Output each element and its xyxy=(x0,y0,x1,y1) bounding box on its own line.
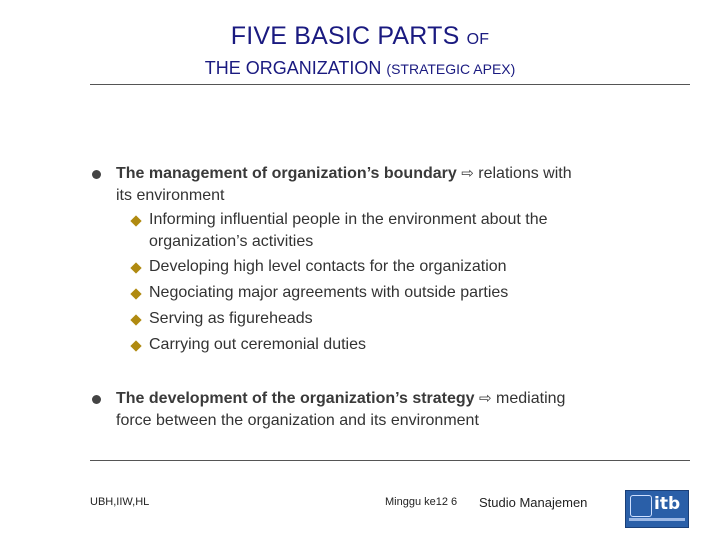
footer-week: Minggu ke12 6 xyxy=(385,496,458,508)
footer-divider xyxy=(90,460,690,461)
slide-title-line1 xyxy=(0,22,720,51)
hollow-right-arrow-icon: ⇨ xyxy=(479,390,492,407)
sub-item-4: Serving as figureheads xyxy=(149,310,313,327)
diamond-bullet-icon xyxy=(130,262,141,273)
bullet-2-line1 xyxy=(116,388,696,410)
itb-logo xyxy=(625,490,689,528)
bullet-1-bold: The management of organization’s boundary xyxy=(116,165,457,182)
title-divider xyxy=(90,84,690,85)
logo-mark: itb xyxy=(654,494,681,514)
diamond-bullet-icon xyxy=(130,288,141,299)
bullet-dot-icon xyxy=(92,170,101,179)
sub-item-5: Carrying out ceremonial duties xyxy=(149,336,366,353)
footer-brand: Studio Manajemen xyxy=(479,495,588,510)
subtitle-small-text: (STRATEGIC APEX) xyxy=(386,61,516,77)
hollow-right-arrow-icon: ⇨ xyxy=(461,165,474,182)
subtitle-main-text: THE ORGANIZATION xyxy=(204,58,382,78)
slide-title-line2 xyxy=(0,58,720,79)
bullet-2-line2: force between the organization and its environment xyxy=(116,412,479,429)
footer-authors: UBH,IIW,HL xyxy=(90,496,150,508)
bullet-2 xyxy=(116,388,696,432)
bullet-2-rest: mediating xyxy=(491,390,566,407)
bullet-2-bold: The development of the organization’s strategy xyxy=(116,390,475,407)
title-main-text: FIVE BASIC PARTS xyxy=(230,22,460,50)
diamond-bullet-icon xyxy=(130,314,141,325)
sub-item-1: Informing influential people in the environment about the xyxy=(149,211,548,228)
diamond-bullet-icon xyxy=(130,215,141,226)
bullet-1-line2: its environment xyxy=(116,187,225,204)
title-small-text: OF xyxy=(466,31,490,48)
sub-item-1-cont: organization’s activities xyxy=(149,233,314,250)
bullet-1-line1 xyxy=(116,163,696,185)
logo-seal-icon xyxy=(630,495,652,517)
diamond-bullet-icon xyxy=(130,340,141,351)
sub-item-2: Developing high level contacts for the organization xyxy=(149,258,507,275)
bullet-dot-icon xyxy=(92,395,101,404)
logo-caption-bar xyxy=(629,518,685,521)
sub-item-3: Negociating major agreements with outside parties xyxy=(149,284,509,301)
bullet-1 xyxy=(116,163,696,207)
bullet-1-rest: relations with xyxy=(473,165,572,182)
